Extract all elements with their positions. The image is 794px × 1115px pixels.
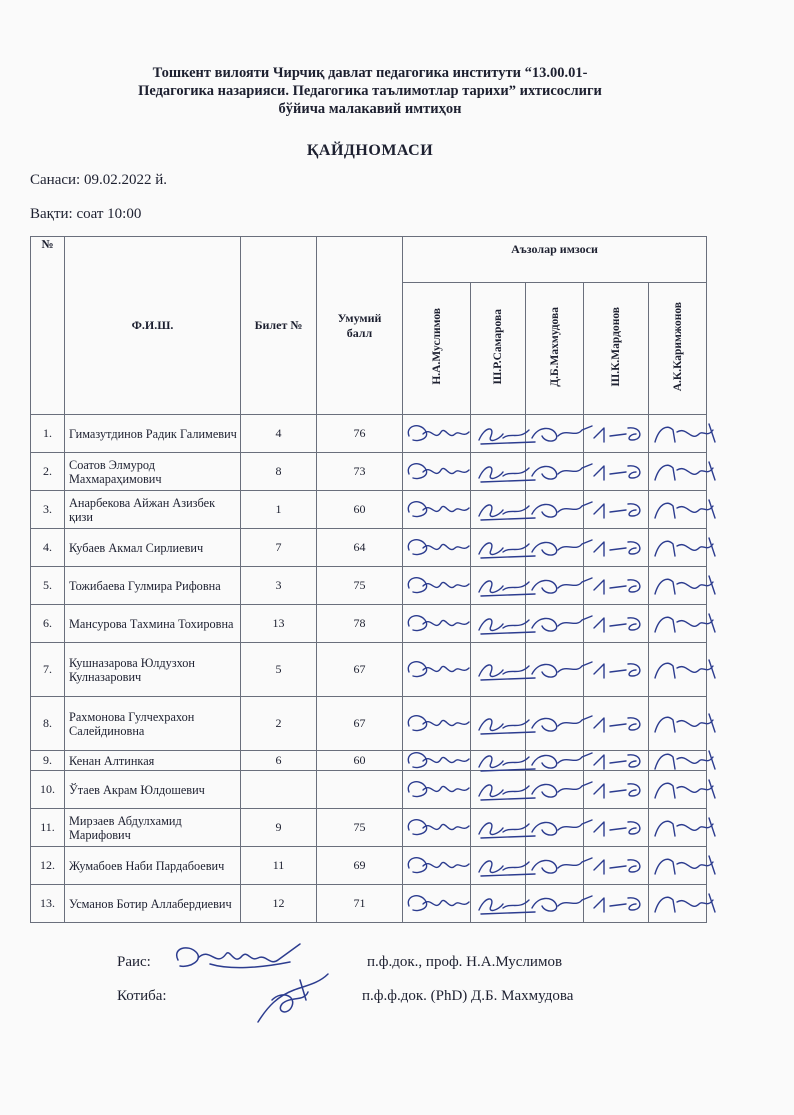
signature-mark [651,610,717,638]
signature-mark [586,710,652,738]
row-ticket: 11 [241,847,317,885]
signature-mark [405,852,471,880]
row-name: Анарбекова Айжан Азизбек қизи [65,491,241,529]
row-number: 9. [31,751,65,771]
member-signature-cell [649,529,707,567]
signature-mark [651,420,717,448]
member-signature-cell [471,809,526,847]
row-score: 75 [317,809,403,847]
row-ticket: 7 [241,529,317,567]
row-score: 76 [317,415,403,453]
member-signature-cell [526,751,584,771]
member-signature-cell [403,885,471,923]
row-score: 73 [317,453,403,491]
member-signature-cell [649,415,707,453]
row-ticket: 13 [241,605,317,643]
row-name: Тожибаева Гулмира Рифовна [65,567,241,605]
header-members: Аъзолар имзоси [403,237,707,283]
member-signature-cell [471,491,526,529]
row-score: 64 [317,529,403,567]
row-score: 69 [317,847,403,885]
table-row [31,567,707,605]
signature-mark [651,572,717,600]
header-member-2: Ш.Р.Самарова [471,283,526,415]
member-signature-cell [471,771,526,809]
header-line-1: Тошкент вилояти Чирчиқ давлат педагогика институти “13.00.01- [152,65,588,81]
header-name: Ф.И.Ш. [65,237,241,415]
member-signature-cell [526,491,584,529]
row-number: 5. [31,567,65,605]
member-signature-cell [403,491,471,529]
signature-mark [405,776,471,804]
row-score: 60 [317,491,403,529]
member-signature-cell [471,567,526,605]
member-signature-cell [403,751,471,771]
member-signature-cell [584,491,649,529]
member-signature-cell [526,529,584,567]
member-signature-cell [403,697,471,751]
signature-mark [405,814,471,842]
row-number: 6. [31,605,65,643]
member-signature-cell [403,809,471,847]
member-signature-cell [403,415,471,453]
table-row [31,491,707,529]
member-signature-cell [584,885,649,923]
row-number: 2. [31,453,65,491]
member-signature-cell [403,567,471,605]
member-signature-cell [649,567,707,605]
member-signature-cell [526,605,584,643]
table-row [31,771,707,809]
member-signature-cell [584,847,649,885]
row-name: Жумабоев Наби Пардабоевич [65,847,241,885]
member-signature-cell [649,809,707,847]
row-number: 13. [31,885,65,923]
member-signature-cell [403,771,471,809]
member-signature-cell [526,567,584,605]
signature-mark [586,656,652,684]
signature-mark [405,656,471,684]
member-signature-cell [526,847,584,885]
signature-mark [651,458,717,486]
signature-mark [651,496,717,524]
signature-mark [586,852,652,880]
member-signature-cell [584,453,649,491]
row-name: Ўтаев Акрам Юлдошевич [65,771,241,809]
signature-mark [405,710,471,738]
member-signature-cell [526,415,584,453]
member-signature-cell [584,415,649,453]
row-number: 11. [31,809,65,847]
row-ticket: 1 [241,491,317,529]
signature-mark [586,572,652,600]
signature-mark [651,814,717,842]
row-ticket: 4 [241,415,317,453]
signature-mark [651,710,717,738]
signature-mark [405,534,471,562]
chair-name: п.ф.док., проф. Н.А.Муслимов [367,954,563,970]
member-signature-cell [649,771,707,809]
member-signature-cell [526,885,584,923]
header-num: № [31,237,65,415]
signature-mark [651,656,717,684]
member-signature-cell [471,847,526,885]
signature-mark [586,458,652,486]
member-signature-cell [471,529,526,567]
member-signature-cell [649,751,707,771]
header-member-4: Ш.К.Мардонов [584,283,649,415]
header-score: Умумий балл [317,237,403,415]
row-name: Усманов Ботир Аллабердиевич [65,885,241,923]
exam-time: Вақти: соат 10:00 [30,206,142,222]
member-signature-cell [526,771,584,809]
header-member-3: Д.Б.Махмудова [526,283,584,415]
signature-mark [586,496,652,524]
member-signature-cell [649,453,707,491]
row-ticket: 6 [241,751,317,771]
table-row [31,529,707,567]
row-ticket: 8 [241,453,317,491]
row-ticket [241,771,317,809]
document-title: ҚАЙДНОМАСИ [306,142,434,159]
table-row [31,697,707,751]
row-score: 67 [317,643,403,697]
signature-mark [651,776,717,804]
signature-mark [586,534,652,562]
row-number: 8. [31,697,65,751]
member-signature-cell [649,697,707,751]
member-signature-cell [403,529,471,567]
table-row [31,605,707,643]
header-ticket: Билет № [241,237,317,415]
member-signature-cell [584,529,649,567]
row-ticket: 12 [241,885,317,923]
signature-mark [586,890,652,918]
signature-mark [651,852,717,880]
header-member-5: А.К.Каримжонов [649,283,707,415]
header-member-1: Н.А.Муслимов [403,283,471,415]
member-signature-cell [584,567,649,605]
row-number: 7. [31,643,65,697]
member-signature-cell [526,697,584,751]
member-signature-cell [649,847,707,885]
row-score: 60 [317,751,403,771]
row-ticket: 5 [241,643,317,697]
signature-mark [586,610,652,638]
member-signature-cell [471,643,526,697]
signature-mark [405,496,471,524]
member-signature-cell [584,643,649,697]
row-number: 3. [31,491,65,529]
member-signature-cell [403,643,471,697]
table-row [31,885,707,923]
signature-mark [405,572,471,600]
row-score: 71 [317,885,403,923]
row-name: Кушназарова Юлдузхон Кулназарович [65,643,241,697]
member-signature-cell [471,415,526,453]
table-row [31,809,707,847]
signature-mark [405,420,471,448]
row-name: Рахмонова Гулчехрахон Салейдиновна [65,697,241,751]
chair-label: Раис: [117,954,151,970]
header-line-3: бўйича малакавий имтиҳон [278,101,462,117]
signature-mark [651,890,717,918]
table-row [31,415,707,453]
member-signature-cell [471,453,526,491]
row-name: Кенан Алтинкая [65,751,241,771]
member-signature-cell [403,453,471,491]
member-signature-cell [471,697,526,751]
member-signature-cell [584,809,649,847]
member-signature-cell [649,885,707,923]
member-signature-cell [584,751,649,771]
signature-mark [586,814,652,842]
signature-mark [586,776,652,804]
member-signature-cell [584,605,649,643]
member-signature-cell [526,453,584,491]
row-number: 4. [31,529,65,567]
table-row [31,643,707,697]
member-signature-cell [526,809,584,847]
exam-results-table [30,236,707,923]
member-signature-cell [526,643,584,697]
secretary-signature [248,966,338,1030]
secretary-name: п.ф.ф.док. (PhD) Д.Б. Махмудова [362,988,574,1004]
row-score: 78 [317,605,403,643]
row-score: 75 [317,567,403,605]
member-signature-cell [403,605,471,643]
member-signature-cell [649,643,707,697]
row-name: Кубаев Акмал Сирлиевич [65,529,241,567]
signature-mark [586,420,652,448]
row-number: 1. [31,415,65,453]
row-name: Соатов Элмурод Махмараҳимович [65,453,241,491]
member-signature-cell [471,605,526,643]
row-score: 67 [317,697,403,751]
row-name: Мирзаев Абдулхамид Марифович [65,809,241,847]
member-signature-cell [584,771,649,809]
row-ticket: 2 [241,697,317,751]
table-row [31,453,707,491]
row-score [317,771,403,809]
row-ticket: 3 [241,567,317,605]
table-row [31,847,707,885]
member-signature-cell [584,697,649,751]
secretary-label: Котиба: [117,988,167,1004]
signature-mark [405,890,471,918]
header-line-2: Педагогика назарияси. Педагогика таълимотлар тарихи” ихтисослиги [138,83,602,99]
exam-date: Санаси: 09.02.2022 й. [30,172,167,188]
member-signature-cell [471,885,526,923]
row-ticket: 9 [241,809,317,847]
signature-mark [651,534,717,562]
row-name: Гимазутдинов Радик Галимевич [65,415,241,453]
member-signature-cell [649,491,707,529]
member-signature-cell [649,605,707,643]
row-name: Мансурова Тахмина Тохировна [65,605,241,643]
table-row [31,751,707,771]
member-signature-cell [471,751,526,771]
row-number: 12. [31,847,65,885]
signature-mark [405,458,471,486]
row-number: 10. [31,771,65,809]
member-signature-cell [403,847,471,885]
signature-mark [405,610,471,638]
